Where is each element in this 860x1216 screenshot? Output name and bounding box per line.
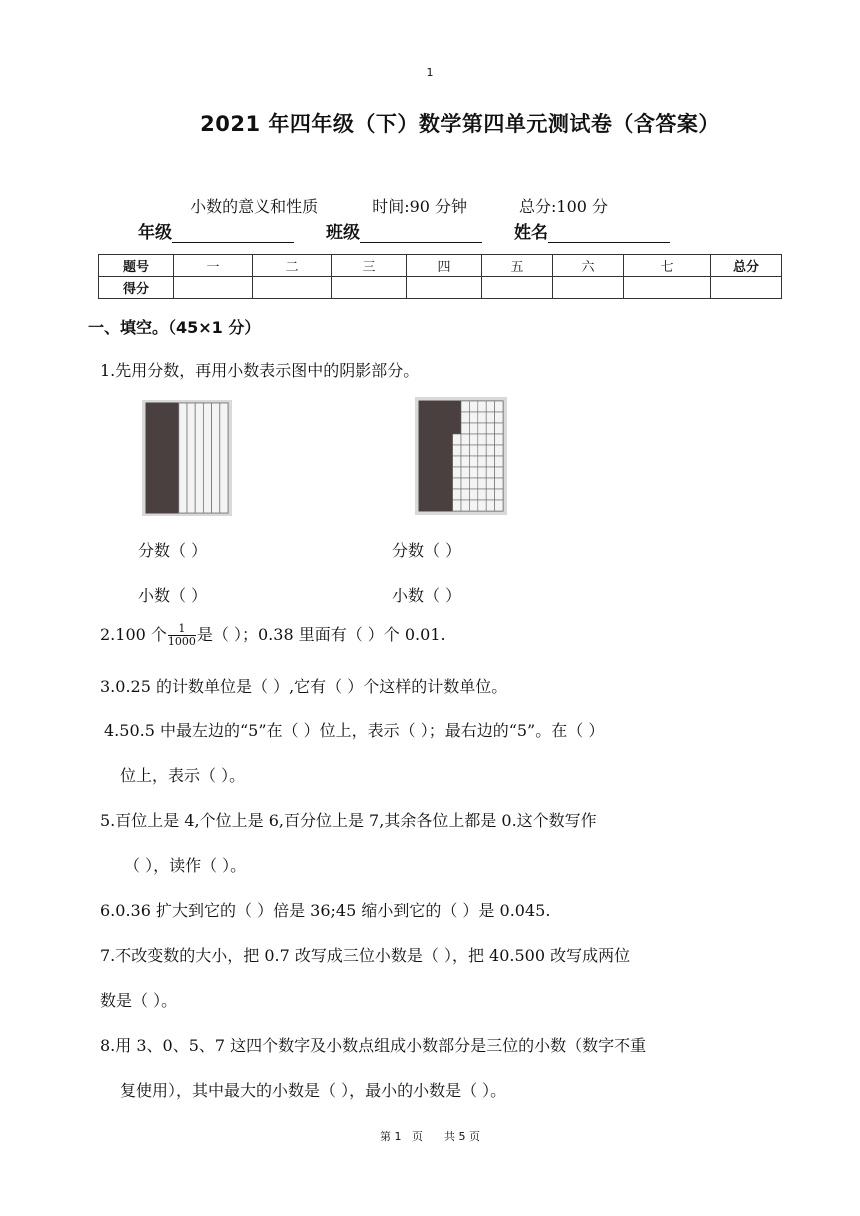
shaded-cell bbox=[419, 489, 427, 500]
shaded-cell bbox=[436, 434, 444, 445]
grid-cell bbox=[495, 489, 503, 500]
grid-cell bbox=[495, 500, 503, 511]
shaded-cell bbox=[436, 467, 444, 478]
question-6: 6.0.36 扩大到它的（ ）倍是 36;45 缩小到它的（ ）是 0.045. bbox=[100, 901, 551, 920]
grid-cell bbox=[495, 478, 503, 489]
grid-cell bbox=[461, 412, 469, 423]
score-table bbox=[98, 254, 782, 299]
question-5-line-1: 5.百位上是 4,个位上是 6,百分位上是 7,其余各位上都是 0.这个数写作 bbox=[100, 811, 597, 830]
grid-cell bbox=[469, 478, 477, 489]
grid-cell bbox=[469, 467, 477, 478]
shaded-cell bbox=[419, 500, 427, 511]
question-4-line-1: 4.50.5 中最左边的“5”在（ ）位上，表示（ ）；最右边的“5”。在（ ） bbox=[104, 721, 605, 740]
shaded-cell bbox=[436, 401, 444, 412]
col-2: 二 bbox=[253, 255, 332, 277]
score-table-score-row bbox=[99, 277, 782, 299]
grid-cell bbox=[478, 456, 486, 467]
score-label: 得分 bbox=[99, 277, 174, 299]
grid-cell bbox=[469, 489, 477, 500]
class-blank[interactable] bbox=[360, 224, 482, 243]
shaded-cell bbox=[444, 434, 452, 445]
grid-cell bbox=[486, 423, 494, 434]
left-decimal-answer: 小数（ ） bbox=[138, 586, 208, 605]
grid-cell bbox=[453, 456, 461, 467]
grid-cell bbox=[478, 412, 486, 423]
grid-cell bbox=[486, 401, 494, 412]
shaded-cell bbox=[427, 456, 435, 467]
shaded-cell bbox=[419, 467, 427, 478]
shaded-cell bbox=[453, 401, 461, 412]
column bbox=[203, 403, 211, 513]
page-footer: 第 1 页 共 5 页 bbox=[380, 1130, 480, 1143]
score-cell[interactable] bbox=[711, 277, 782, 299]
shaded-cell bbox=[436, 445, 444, 456]
shaded-cell bbox=[436, 412, 444, 423]
grid-cell bbox=[461, 500, 469, 511]
fraction-one-thousandth bbox=[168, 623, 196, 648]
shaded-cell bbox=[436, 423, 444, 434]
col-total: 总分 bbox=[711, 255, 782, 277]
grid-cell bbox=[486, 412, 494, 423]
grid-cell bbox=[453, 434, 461, 445]
subtitle-time: 时间:90 分钟 bbox=[372, 197, 468, 216]
grid-cell bbox=[495, 412, 503, 423]
question-7-line-2: 数是（ ）。 bbox=[100, 991, 178, 1010]
score-table-header-row bbox=[99, 255, 782, 277]
shaded-cell bbox=[427, 434, 435, 445]
grid-cell bbox=[469, 423, 477, 434]
column bbox=[195, 403, 203, 513]
column bbox=[212, 403, 220, 513]
shaded-cell bbox=[436, 500, 444, 511]
figure-hundredths-box bbox=[415, 397, 507, 515]
page-title: 2021 年四年级（下）数学第四单元测试卷（含答案） bbox=[200, 112, 720, 136]
shaded-cell bbox=[427, 423, 435, 434]
shaded-cell bbox=[419, 445, 427, 456]
grid-cell bbox=[486, 434, 494, 445]
fraction-denominator: 1000 bbox=[167, 635, 196, 648]
right-fraction-answer: 分数（ ） bbox=[392, 541, 462, 560]
shaded-cell bbox=[419, 401, 427, 412]
left-fraction-answer: 分数（ ） bbox=[138, 541, 208, 560]
column bbox=[220, 403, 228, 513]
shaded-cell bbox=[453, 423, 461, 434]
shaded-column bbox=[146, 403, 154, 513]
class-label: 班级 bbox=[326, 223, 360, 243]
grid-cell bbox=[478, 401, 486, 412]
grid-cell bbox=[495, 467, 503, 478]
grid-cell bbox=[495, 456, 503, 467]
grid-cell bbox=[478, 467, 486, 478]
question-8-line-1: 8.用 3、0、5、7 这四个数字及小数点组成小数部分是三位的小数（数字不重 bbox=[100, 1036, 647, 1055]
question-number-label: 题号 bbox=[99, 255, 174, 277]
question-3: 3.0.25 的计数单位是（ ）,它有（ ）个这样的计数单位。 bbox=[100, 677, 508, 696]
question-2 bbox=[100, 622, 446, 648]
grid-cell bbox=[478, 423, 486, 434]
shaded-cell bbox=[427, 478, 435, 489]
shaded-cell bbox=[444, 467, 452, 478]
grid-cell bbox=[469, 500, 477, 511]
grid-cell bbox=[478, 500, 486, 511]
question-5-line-2: （ ），读作（ ）。 bbox=[124, 856, 247, 875]
question-4-line-2: 位上，表示（ ）。 bbox=[120, 766, 246, 785]
shaded-cell bbox=[427, 412, 435, 423]
question-1: 1.先用分数，再用小数表示图中的阴影部分。 bbox=[100, 361, 420, 380]
fraction-numerator: 1 bbox=[168, 623, 196, 636]
score-cell[interactable] bbox=[174, 277, 253, 299]
grid-cell bbox=[486, 456, 494, 467]
shaded-column bbox=[171, 403, 179, 513]
shaded-cell bbox=[427, 401, 435, 412]
grid-cell bbox=[495, 445, 503, 456]
score-cell[interactable] bbox=[253, 277, 332, 299]
shaded-cell bbox=[444, 445, 452, 456]
grid-cell bbox=[461, 456, 469, 467]
shaded-cell bbox=[419, 423, 427, 434]
grid-cell bbox=[486, 467, 494, 478]
figure-tenths-box bbox=[142, 400, 232, 516]
grid-cell bbox=[478, 489, 486, 500]
shaded-column bbox=[154, 403, 162, 513]
col-5: 五 bbox=[482, 255, 553, 277]
shaded-cell bbox=[444, 412, 452, 423]
shaded-cell bbox=[427, 500, 435, 511]
question-7-line-1: 7.不改变数的大小，把 0.7 改写成三位小数是（ ），把 40.500 改写成两位 bbox=[100, 946, 631, 965]
grid-cell bbox=[495, 434, 503, 445]
column bbox=[179, 403, 187, 513]
col-1: 一 bbox=[174, 255, 253, 277]
grid-cell bbox=[461, 401, 469, 412]
grid-cell bbox=[469, 456, 477, 467]
grid-cell bbox=[453, 500, 461, 511]
grid-cell bbox=[486, 489, 494, 500]
shaded-column bbox=[162, 403, 170, 513]
shaded-cell bbox=[444, 401, 452, 412]
grid-cell bbox=[453, 478, 461, 489]
subtitle-topic: 小数的意义和性质 bbox=[190, 197, 319, 216]
shaded-cell bbox=[453, 412, 461, 423]
grid-cell bbox=[453, 467, 461, 478]
score-cell[interactable] bbox=[482, 277, 553, 299]
grid-cell bbox=[478, 434, 486, 445]
grid-cell bbox=[461, 445, 469, 456]
grid-cell bbox=[453, 489, 461, 500]
shaded-cell bbox=[444, 489, 452, 500]
grid-cell bbox=[461, 467, 469, 478]
shaded-cell bbox=[444, 478, 452, 489]
subtitle-total: 总分:100 分 bbox=[519, 197, 609, 216]
figure-hundredths bbox=[415, 397, 507, 515]
page-number-top: 1 bbox=[426, 66, 434, 79]
shaded-cell bbox=[419, 456, 427, 467]
shaded-cell bbox=[427, 445, 435, 456]
name-blank[interactable] bbox=[548, 224, 670, 243]
column bbox=[187, 403, 195, 513]
grid-cell bbox=[495, 423, 503, 434]
grid-cell bbox=[469, 401, 477, 412]
score-cell[interactable] bbox=[332, 277, 407, 299]
col-7: 七 bbox=[624, 255, 711, 277]
student-info-row bbox=[138, 218, 670, 243]
name-label: 姓名 bbox=[514, 223, 548, 243]
grid-cell bbox=[486, 478, 494, 489]
col-3: 三 bbox=[332, 255, 407, 277]
grid-cell bbox=[478, 478, 486, 489]
question-2-post: 是（ ）；0.38 里面有（ ）个 0.01. bbox=[196, 625, 446, 644]
grid-cell bbox=[461, 489, 469, 500]
col-4: 四 bbox=[407, 255, 482, 277]
grid-cell bbox=[461, 478, 469, 489]
grid-cell bbox=[469, 412, 477, 423]
grid-cell bbox=[453, 445, 461, 456]
shaded-cell bbox=[419, 434, 427, 445]
col-6: 六 bbox=[553, 255, 624, 277]
shaded-cell bbox=[427, 467, 435, 478]
grid-cell bbox=[461, 423, 469, 434]
figure-tenths bbox=[142, 400, 232, 516]
grid-cell bbox=[486, 500, 494, 511]
subtitle bbox=[180, 175, 608, 217]
grade-label: 年级 bbox=[138, 223, 172, 243]
grid-cell bbox=[461, 434, 469, 445]
grid-cell bbox=[478, 445, 486, 456]
section-fill-in-blank: 一、填空。（45×1 分） bbox=[88, 318, 261, 337]
score-cell[interactable] bbox=[407, 277, 482, 299]
grid-cell bbox=[486, 445, 494, 456]
shaded-cell bbox=[419, 412, 427, 423]
shaded-cell bbox=[436, 456, 444, 467]
shaded-cell bbox=[444, 423, 452, 434]
shaded-cell bbox=[444, 500, 452, 511]
shaded-cell bbox=[427, 489, 435, 500]
grid-cell bbox=[469, 445, 477, 456]
shaded-cell bbox=[444, 456, 452, 467]
score-cell[interactable] bbox=[553, 277, 624, 299]
question-2-pre: 2.100 个 bbox=[100, 625, 167, 644]
grade-blank[interactable] bbox=[172, 224, 294, 243]
grid-cell bbox=[469, 434, 477, 445]
shaded-cell bbox=[436, 489, 444, 500]
shaded-cell bbox=[436, 478, 444, 489]
grid-cell bbox=[495, 401, 503, 412]
shaded-cell bbox=[419, 478, 427, 489]
right-decimal-answer: 小数（ ） bbox=[392, 586, 462, 605]
score-cell[interactable] bbox=[624, 277, 711, 299]
question-8-line-2: 复使用），其中最大的小数是（ ），最小的小数是（ ）。 bbox=[120, 1081, 507, 1100]
